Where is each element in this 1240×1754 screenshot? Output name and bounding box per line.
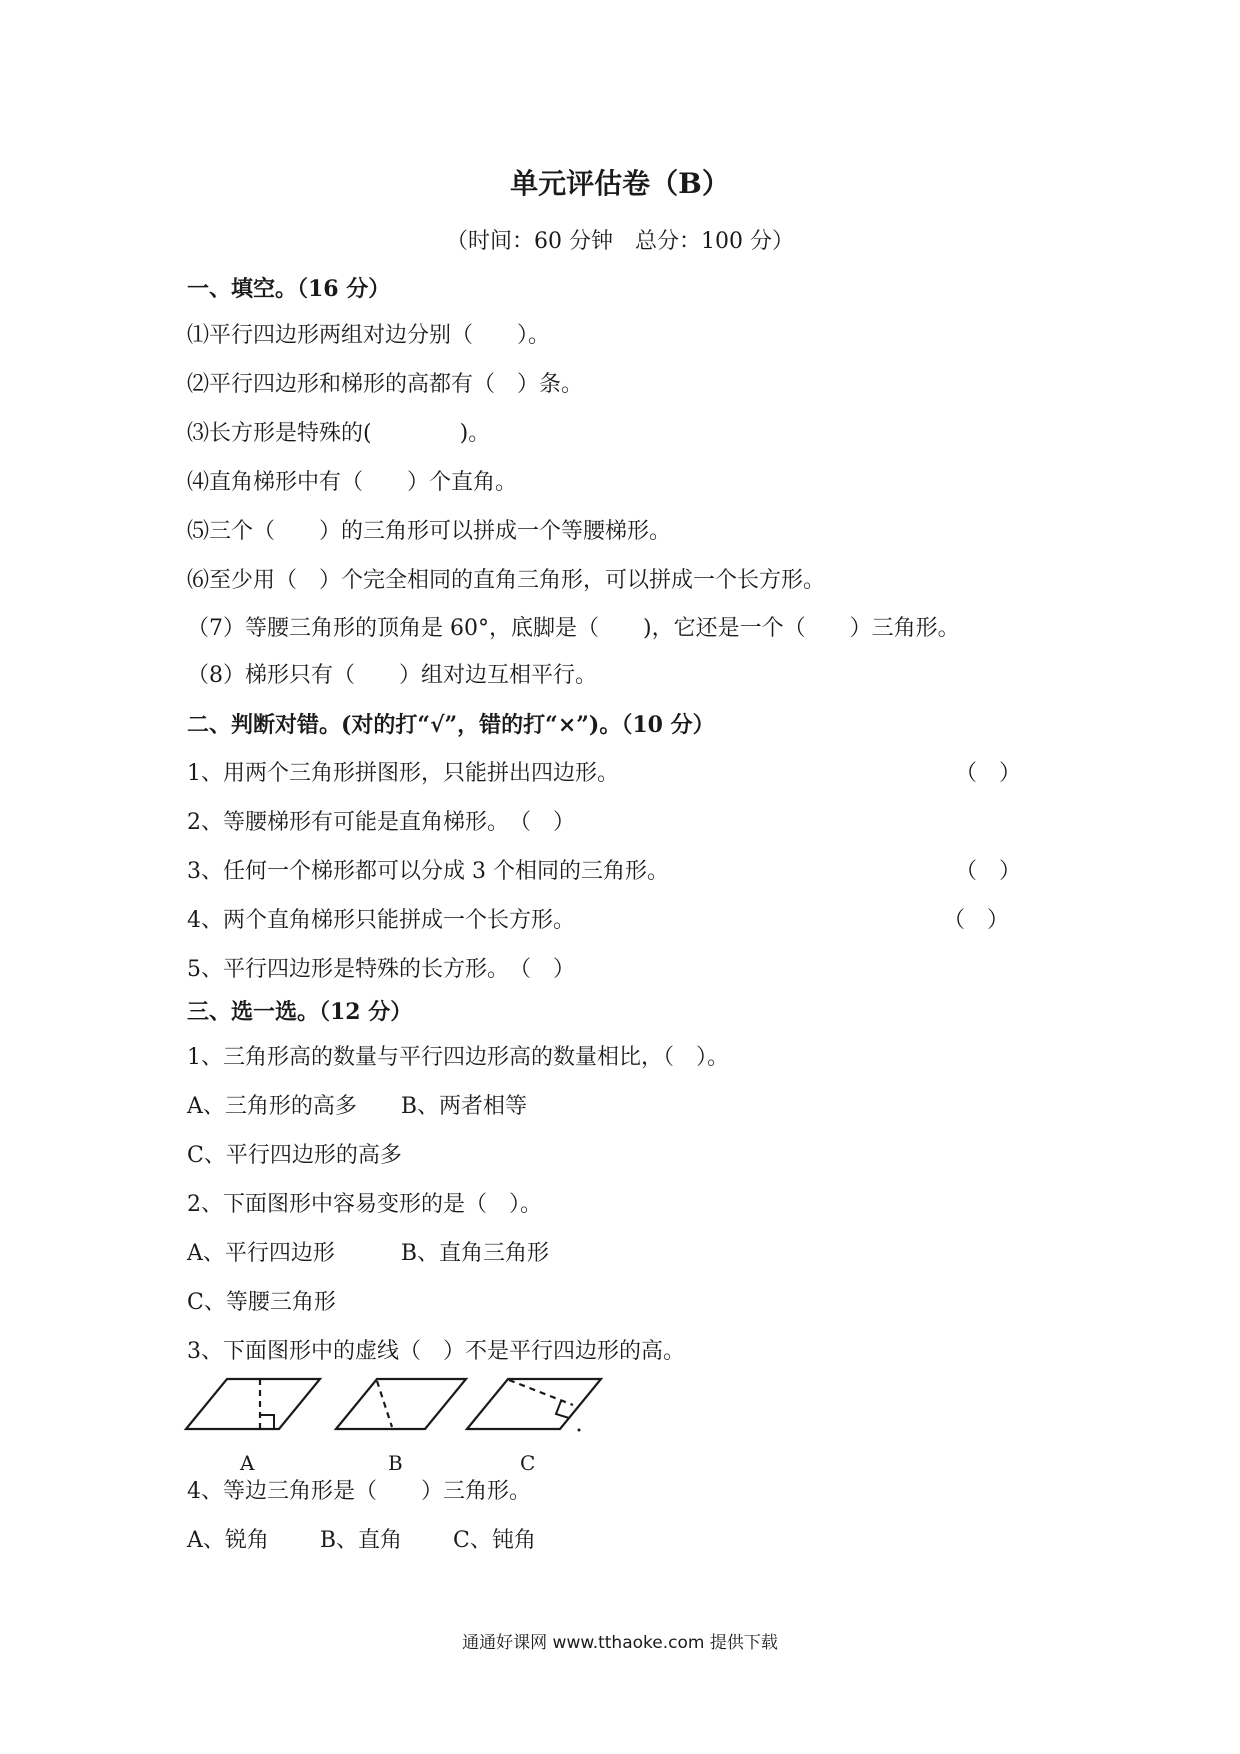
exam-title: 单元评估卷（B） [510, 167, 730, 200]
judge-answer-3: （ ） [955, 859, 1022, 884]
section3-heading: 三、选一选。（12 分） [187, 999, 413, 1025]
fill-item-2: ⑵平行四边形和梯形的高都有（ ）条。 [187, 372, 584, 397]
judge-item-5: 5、平行四边形是特殊的长方形。 （ ） [187, 957, 575, 982]
fill-item-8: （8）梯形只有（ ）组对边互相平行。 [187, 663, 597, 688]
choice-q1-options-ab: A、三角形的高多 B、两者相等 [187, 1094, 528, 1119]
figure-a-parallelogram [186, 1379, 320, 1429]
choice-q1: 1、三角形高的数量与平行四边形高的数量相比，（ ）。 [187, 1045, 729, 1070]
exam-subtitle: （时间：60 分钟 总分：100 分） [446, 229, 794, 254]
fill-item-6: ⑹至少用（ ）个完全相同的直角三角形，可以拼成一个长方形。 [187, 568, 826, 593]
figure-label-a: A [240, 1451, 255, 1475]
figure-label-c: C [520, 1451, 536, 1475]
fill-item-3: ⑶长方形是特殊的( )。 [187, 421, 491, 446]
judge-item-2: 2、等腰梯形有可能是直角梯形。 （ ） [187, 810, 575, 835]
judge-item-1: 1、用两个三角形拼图形，只能拼出四边形。 [187, 761, 619, 786]
choice-q2-option-c: C、等腰三角形 [187, 1290, 336, 1315]
fill-item-4: ⑷直角梯形中有（ ）个直角。 [187, 470, 518, 495]
figure-b-parallelogram [336, 1379, 466, 1429]
footer-watermark: 通通好课网 www.tthaoke.com 提供下载 [462, 1633, 778, 1653]
choice-q2: 2、下面图形中容易变形的是（ ）。 [187, 1192, 542, 1217]
fill-item-7: （7）等腰三角形的顶角是 60°，底脚是（ )，它还是一个（ ）三角形。 [187, 616, 960, 641]
judge-item-3: 3、任何一个梯形都可以分成 3 个相同的三角形。 [187, 859, 669, 884]
section1-heading: 一、填空。（16 分） [187, 276, 391, 302]
section2-heading: 二、判断对错。(对的打“√”，错的打“×”)。（10 分） [187, 712, 715, 738]
figure-label-b: B [388, 1451, 403, 1475]
choice-q2-options-ab: A、平行四边形 B、直角三角形 [187, 1241, 550, 1266]
choice-q4: 4、等边三角形是（ ）三角形。 [187, 1479, 531, 1504]
choice-q3: 3、下面图形中的虚线（ ）不是平行四边形的高。 [187, 1339, 685, 1364]
judge-item-4: 4、两个直角梯形只能拼成一个长方形。 [187, 908, 575, 933]
choice-q4-options: A、锐角 B、直角 C、钝角 [187, 1528, 536, 1553]
fill-item-1: ⑴平行四边形两组对边分别（ ）。 [187, 323, 551, 348]
judge-answer-1: （ ） [955, 761, 1022, 786]
judge-answer-4: （ ） [943, 908, 1010, 933]
choice-q1-option-c: C、平行四边形的高多 [187, 1143, 402, 1168]
figure-c-parallelogram [467, 1379, 601, 1432]
fill-item-5: ⑸三个（ ）的三角形可以拼成一个等腰梯形。 [187, 519, 672, 544]
